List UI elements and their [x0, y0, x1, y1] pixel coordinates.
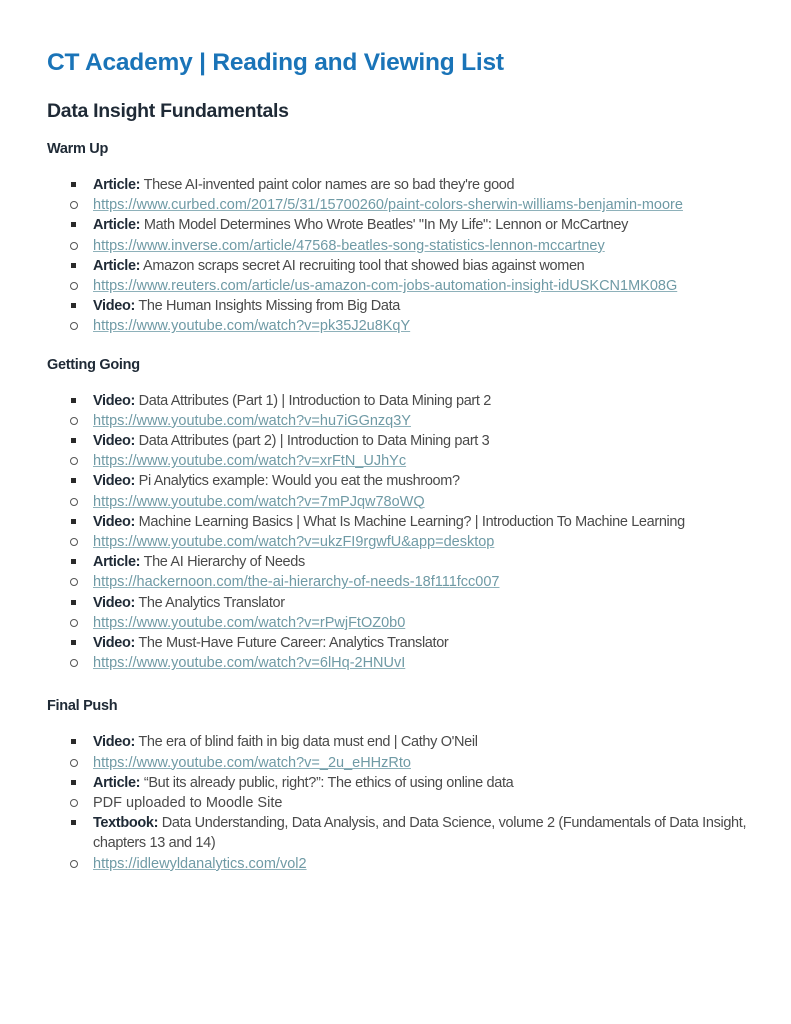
square-bullet-icon: [71, 182, 76, 187]
section-warm-up: [47, 139, 747, 337]
item-list: [47, 391, 747, 674]
circle-bullet-icon: [70, 498, 78, 506]
item-text: Data Attributes (Part 1) | Introduction to Data Mining part 2: [134, 392, 491, 409]
item-link[interactable]: https://www.youtube.com/watch?v=xrFtN_UJhYc: [93, 453, 407, 470]
circle-bullet-icon: [70, 759, 78, 767]
square-bullet-icon: [71, 303, 76, 308]
list-item: [47, 256, 747, 276]
sub-item: [47, 753, 747, 773]
item-link[interactable]: https://www.youtube.com/watch?v=rPwjFtOZ0b0: [93, 614, 406, 631]
circle-bullet-icon: [70, 457, 78, 465]
item-kind: Video:: [93, 635, 135, 652]
item-link[interactable]: https://www.youtube.com/watch?v=_2u_eHHzRto: [93, 754, 411, 771]
sub-item: [47, 572, 747, 592]
item-text: The Analytics Translator: [134, 594, 285, 611]
item-link[interactable]: https://www.youtube.com/watch?v=ukzFI9rgwfU&app=desktop: [93, 534, 495, 551]
item-link[interactable]: https://www.curbed.com/2017/5/31/15700260/paint-colors-sherwin-williams-benjamin-moore: [93, 197, 683, 214]
list-item: [47, 471, 747, 491]
item-text: Machine Learning Basics | What Is Machine Learning? | Introduction To Machine Learning: [134, 513, 685, 530]
section-title: Getting Going: [47, 356, 140, 373]
item-text: The AI Hierarchy of Needs: [140, 554, 305, 571]
list-item: [47, 512, 747, 532]
document-page: [47, 46, 747, 874]
list-item: [47, 391, 747, 411]
item-kind: Video:: [93, 734, 135, 751]
item-kind: Article:: [93, 774, 141, 791]
item-kind: Video:: [93, 594, 135, 611]
sub-item: [47, 653, 747, 673]
list-item: [47, 732, 747, 752]
list-item: [47, 296, 747, 316]
item-list: [47, 732, 747, 873]
item-text: Amazon scraps secret AI recruiting tool that showed bias against women: [140, 257, 585, 274]
item-link[interactable]: https://www.youtube.com/watch?v=hu7iGGnzq3Y: [93, 412, 411, 429]
circle-bullet-icon: [70, 417, 78, 425]
item-text: The era of blind faith in big data must end | Cathy O'Neil: [134, 734, 478, 751]
item-text: Data Understanding, Data Analysis, and Data Science, volume 2 (Fundamentals of Data Insight, chapters 13 and 14): [93, 815, 747, 852]
square-bullet-icon: [71, 263, 76, 268]
circle-bullet-icon: [70, 201, 78, 209]
circle-bullet-icon: [70, 538, 78, 546]
item-link[interactable]: https://www.youtube.com/watch?v=6lHq-2HNUvI: [93, 655, 406, 672]
circle-bullet-icon: [70, 860, 78, 868]
square-bullet-icon: [71, 222, 76, 227]
item-note: PDF uploaded to Moodle Site: [93, 795, 283, 812]
item-kind: Video:: [93, 392, 135, 409]
item-kind: Article:: [93, 257, 141, 274]
item-kind: Article:: [93, 217, 141, 234]
square-bullet-icon: [71, 780, 76, 785]
list-item: [47, 813, 747, 853]
square-bullet-icon: [71, 438, 76, 443]
circle-bullet-icon: [70, 619, 78, 627]
item-kind: Video:: [93, 513, 135, 530]
sub-item: [47, 492, 747, 512]
item-kind: Article:: [93, 554, 141, 571]
item-link[interactable]: https://www.inverse.com/article/47568-beatles-song-statistics-lennon-mccartney: [93, 237, 605, 254]
list-item: [47, 633, 747, 653]
sub-item: [47, 411, 747, 431]
square-bullet-icon: [71, 519, 76, 524]
list-item: [47, 552, 747, 572]
sub-item: [47, 613, 747, 633]
sub-item: [47, 854, 747, 874]
item-link[interactable]: https://www.youtube.com/watch?v=7mPJqw78oWQ: [93, 493, 425, 510]
list-item: [47, 773, 747, 793]
list-item: [47, 593, 747, 613]
list-item: [47, 175, 747, 195]
sub-item: [47, 276, 747, 296]
circle-bullet-icon: [70, 242, 78, 250]
item-text: “But its already public, right?”: The ethics of using online data: [140, 774, 514, 791]
sub-item: [47, 532, 747, 552]
sub-item: [47, 236, 747, 256]
circle-bullet-icon: [70, 799, 78, 807]
section-final-push: [47, 696, 747, 873]
circle-bullet-icon: [70, 322, 78, 330]
item-text: Math Model Determines Who Wrote Beatles' "In My Life": Lennon or McCartney: [140, 217, 628, 234]
square-bullet-icon: [71, 398, 76, 403]
circle-bullet-icon: [70, 578, 78, 586]
item-link[interactable]: https://idlewyldanalytics.com/vol2: [93, 855, 307, 872]
item-text: These AI-invented paint color names are so bad they're good: [140, 177, 515, 193]
square-bullet-icon: [71, 559, 76, 564]
item-kind: Article:: [93, 177, 141, 193]
sub-item: [47, 451, 747, 471]
sub-item: [47, 793, 747, 813]
square-bullet-icon: [71, 478, 76, 483]
circle-bullet-icon: [70, 659, 78, 667]
list-item: [47, 431, 747, 451]
item-link[interactable]: https://www.youtube.com/watch?v=pk35J2u8KqY: [93, 318, 411, 335]
section-title: Final Push: [47, 698, 118, 715]
sub-item: [47, 316, 747, 336]
item-link[interactable]: https://www.reuters.com/article/us-amazon-com-jobs-automation-insight-idUSKCN1MK08G: [93, 278, 678, 295]
sub-item: [47, 195, 747, 215]
list-item: [47, 215, 747, 235]
item-text: The Must-Have Future Career: Analytics Translator: [134, 635, 449, 652]
section-getting-going: [47, 355, 747, 674]
item-kind: Video:: [93, 433, 135, 450]
document-title: CT Academy | Reading and Viewing List: [47, 49, 504, 76]
square-bullet-icon: [71, 600, 76, 605]
item-link[interactable]: https://hackernoon.com/the-ai-hierarchy-of-needs-18f111fcc007: [93, 574, 500, 591]
square-bullet-icon: [71, 640, 76, 645]
item-text: The Human Insights Missing from Big Data: [134, 298, 400, 315]
item-kind: Video:: [93, 298, 135, 315]
square-bullet-icon: [71, 820, 76, 825]
square-bullet-icon: [71, 739, 76, 744]
section-title: Warm Up: [47, 141, 109, 157]
item-text: Pi Analytics example: Would you eat the mushroom?: [134, 473, 460, 490]
circle-bullet-icon: [70, 282, 78, 290]
item-kind: Video:: [93, 473, 135, 490]
item-list: [47, 175, 747, 337]
document-subtitle: Data Insight Fundamentals: [47, 100, 289, 122]
item-text: Data Attributes (part 2) | Introduction to Data Mining part 3: [134, 433, 490, 450]
item-kind: Textbook:: [93, 815, 159, 832]
